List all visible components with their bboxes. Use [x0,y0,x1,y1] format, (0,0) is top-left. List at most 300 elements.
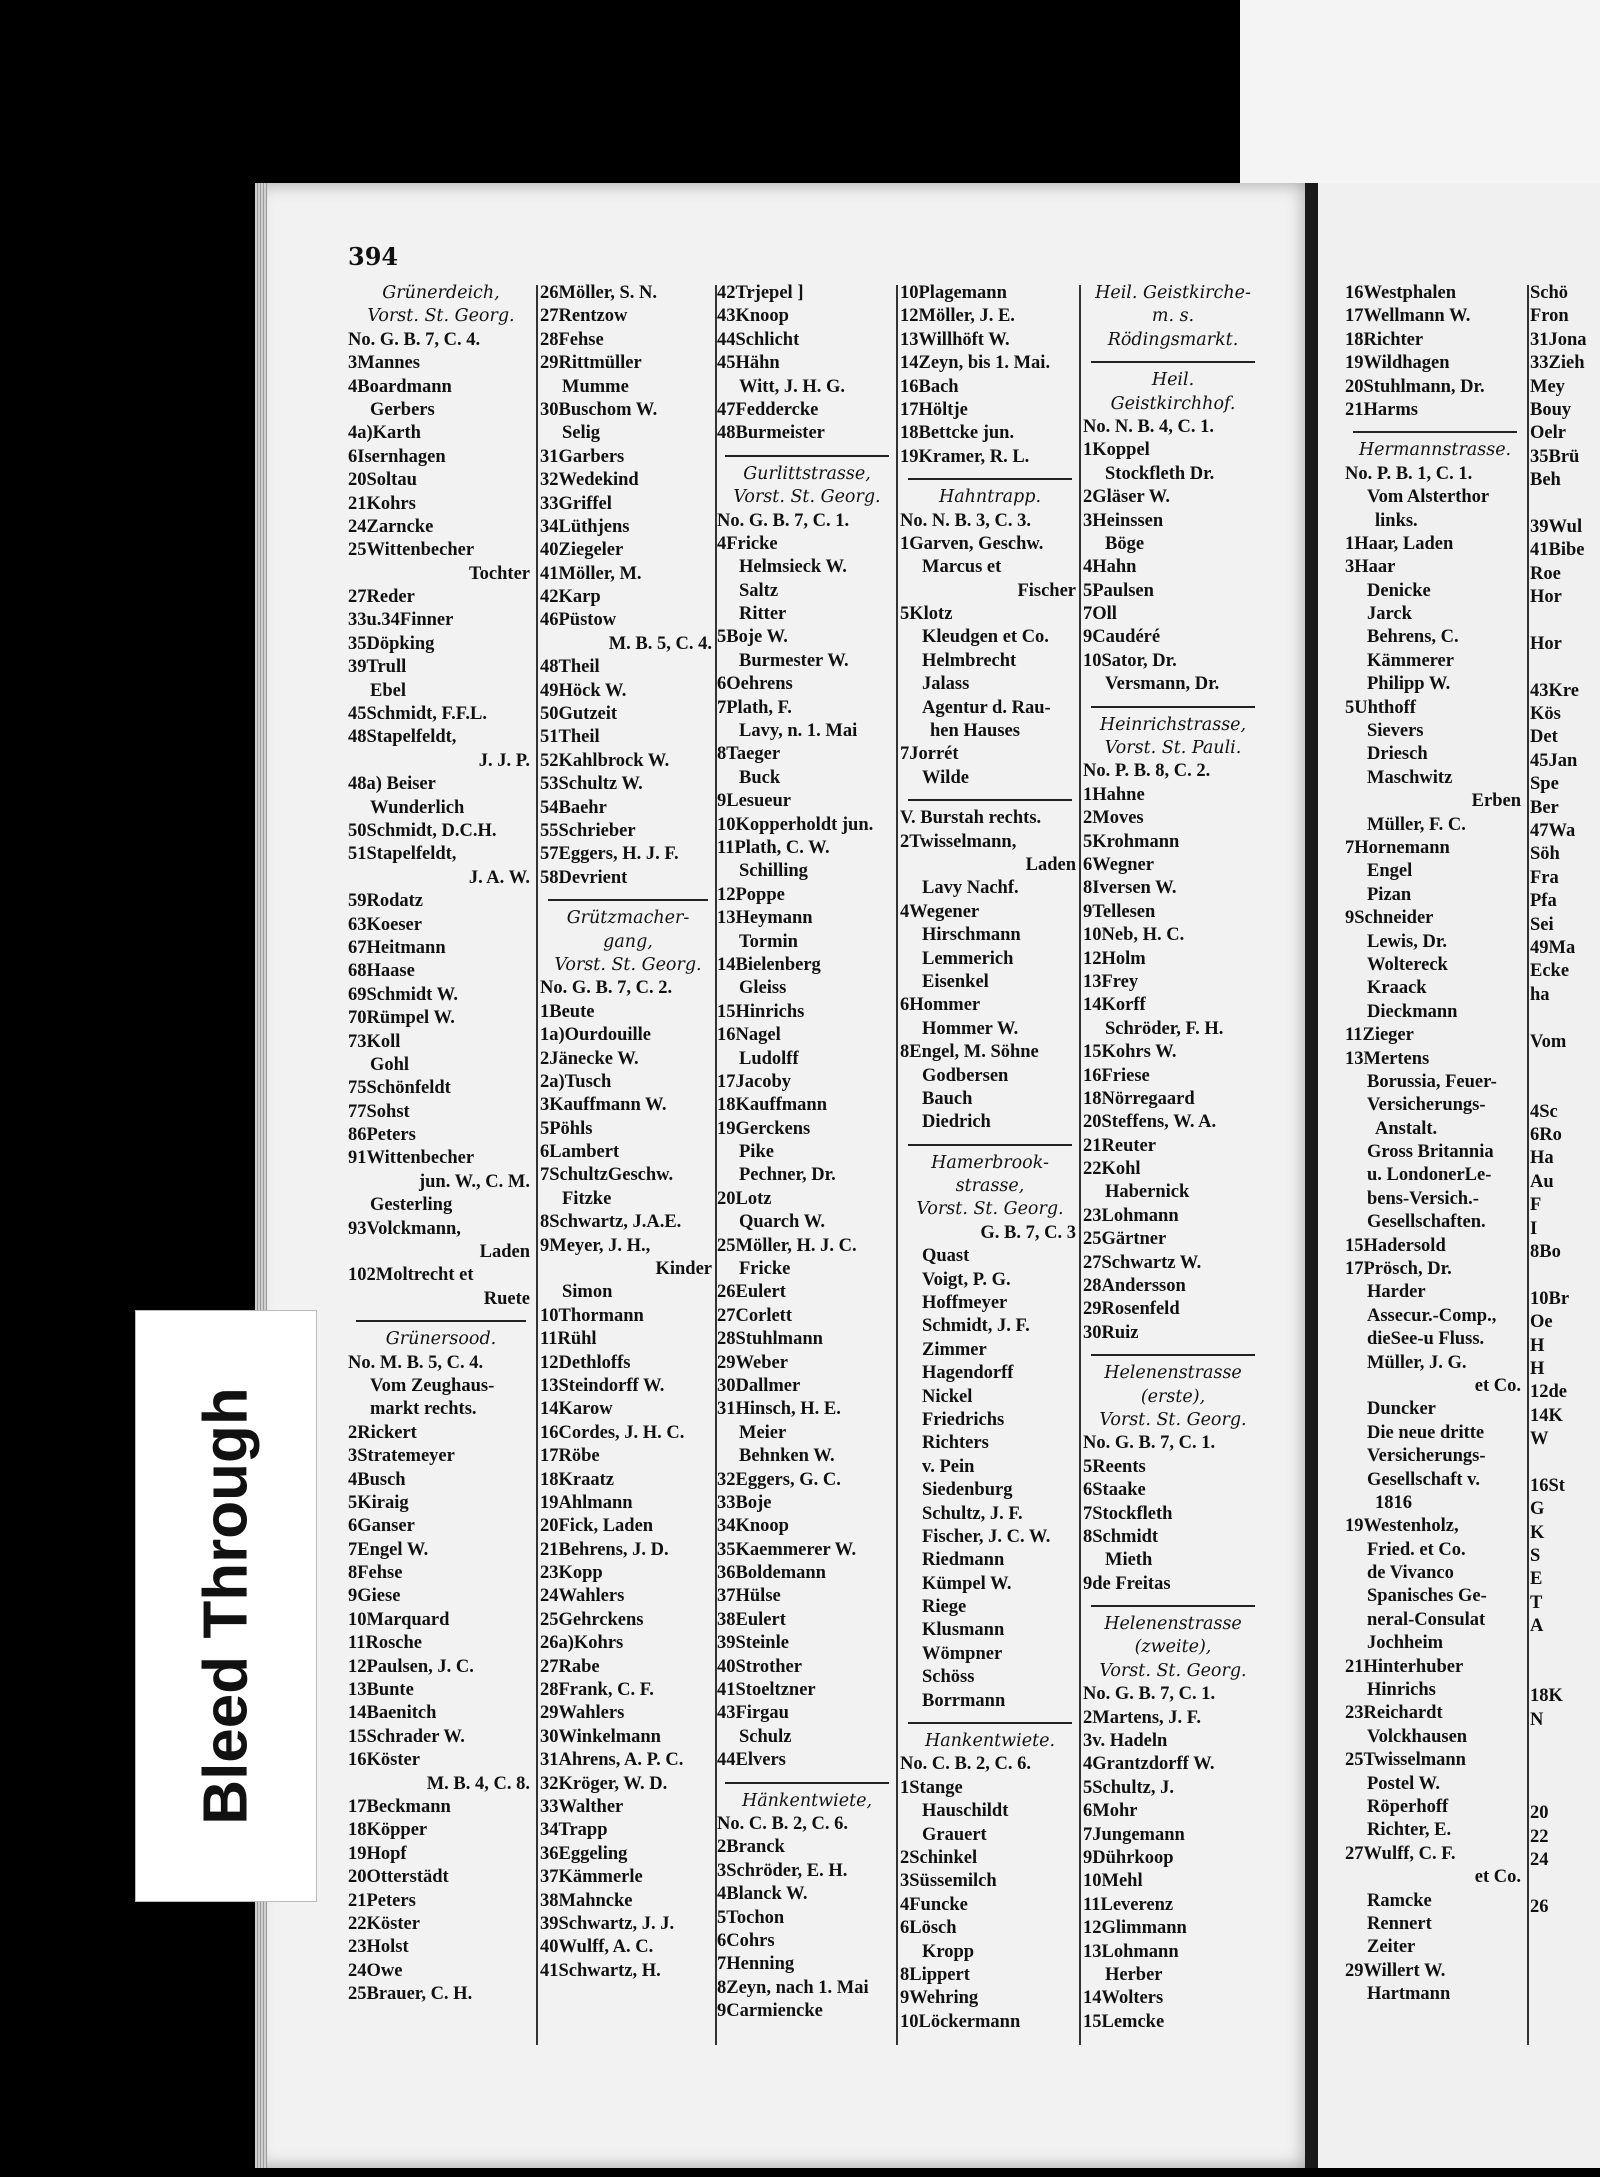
directory-entry: Sievers [1367,721,1424,742]
street-heading: Vorst. St. Pauli. [1104,738,1242,759]
street-heading: strasse, [955,1176,1025,1197]
directory-entry: Kleudgen et Co. [922,627,1049,648]
directory-entry: Behnken W. [739,1446,835,1467]
directory-entry: 18Nörregaard [1083,1088,1195,1109]
directory-entry: 50Schmidt, D.C.H. [348,820,497,841]
directory-entry: Pike [739,1142,774,1163]
directory-entry: 7Plath, F. [717,697,792,718]
directory-entry: 2Jänecke W. [540,1048,639,1069]
directory-entry: 9Carmiencke [717,2001,823,2022]
directory-entry: I [1530,1218,1538,1239]
street-heading: Vorst. St. Georg. [916,1199,1064,1220]
directory-entry: 6Oehrens [717,674,793,695]
directory-entry: Au [1530,1171,1554,1192]
street-heading: Vorst. St. Georg. [367,306,515,327]
directory-entry: 12Paulsen, J. C. [348,1656,474,1677]
directory-entry: 14Wolters [1083,1988,1164,2009]
section-divider [1353,431,1517,433]
directory-entry: 21Behrens, J. D. [540,1539,669,1560]
directory-entry: 12Poppe [717,884,785,905]
directory-entry: Schö [1530,283,1569,303]
directory-entry: 18Kraatz [540,1469,614,1490]
directory-entry: 1Haar, Laden [1345,533,1454,554]
directory-entry: 1Stange [900,1777,963,1798]
directory-entry: Lavy, n. 1. Mai [739,721,858,742]
directory-entry: 27Schwartz W. [1083,1252,1202,1273]
directory-entry: 9Lesueur [717,791,791,812]
directory-entry: Stockfleth Dr. [1105,463,1215,484]
directory-entry: Oe [1530,1312,1553,1333]
directory-entry: 9Caudéré [1083,627,1161,648]
directory-entry: 4Busch [348,1469,406,1490]
directory-entry: 47Wa [1530,820,1576,841]
directory-entry: 4Wegener [900,901,980,922]
directory-entry: Versicherungs- [1367,1095,1486,1116]
directory-entry: Voigt, P. G. [922,1269,1011,1290]
directory-entry: S [1530,1546,1541,1567]
directory-entry [1530,609,1600,632]
directory-entry: Spanisches Ge- [1367,1586,1487,1607]
directory-entry: 2Martens, J. F. [1083,1707,1202,1728]
directory-entry: 7Hornemann [1345,837,1450,858]
directory-entry: E [1530,1569,1543,1590]
directory-entry: 32Wedekind [540,470,639,491]
directory-entry: 10Br [1530,1288,1570,1309]
directory-entry: Det [1530,727,1558,748]
directory-entry: Schröder, F. H. [1105,1018,1224,1039]
directory-entry: No. G. B. 7, C. 1. [717,510,850,531]
directory-entry: 43Kre [1530,680,1579,701]
directory-entry: 12de [1530,1382,1567,1403]
directory-entry: Schultz, J. F. [922,1503,1023,1524]
directory-entry: Gohl [370,1054,410,1075]
directory-entry: Hinrichs [1367,1680,1436,1701]
directory-entry: Mey [1530,376,1565,397]
directory-entry: 28Stuhlmann [717,1329,823,1350]
directory-entry: 16Friese [1083,1065,1150,1086]
directory-entry: 1Hahne [1083,784,1145,805]
directory-entry: Ritter [739,604,787,625]
directory-entry: 29Weber [717,1352,788,1373]
directory-entry: 51Stapelfeldt, [348,844,457,865]
street-heading: Gurlittstrasse, [743,463,871,484]
directory-entry: 48Burmeister [717,423,825,444]
directory-entry: Kämmerer [1367,650,1454,671]
directory-entry: 23Reichardt [1345,1703,1443,1724]
directory-entry: No. G. B. 7, C. 1. [1083,1684,1216,1705]
directory-entry: 35Kaemmerer W. [717,1539,857,1560]
directory-entry: Herber [1105,1964,1163,1985]
directory-entry: 33Walther [540,1797,624,1817]
bleed-through-text: Bleed Through [191,1387,261,1825]
directory-entry: Die neue dritte [1367,1422,1485,1443]
directory-entry: Schulz [739,1726,792,1747]
directory-entry [1530,1077,1600,1100]
directory-entry: 43Firgau [717,1703,789,1724]
street-heading: Hänkentwiete, [741,1790,873,1811]
street-heading: Vorst. St. Georg. [733,487,881,508]
directory-entry: 24 [1530,1850,1549,1871]
street-heading: m. s. [1151,306,1195,327]
street-heading: Vorst. St. Georg. [554,954,702,975]
directory-entry: 10Plagemann [900,283,1007,303]
directory-entry: 21Peters [348,1890,416,1911]
directory-entry: 33Zieh [1530,353,1585,374]
directory-entry: 41Bibe [1530,540,1585,561]
directory-entry: Eisenkel [922,971,989,992]
directory-entry: 8Taeger [717,744,781,765]
directory-entry: 16Bach [900,376,959,397]
directory-entry: 32Kröger, W. D. [540,1773,668,1794]
directory-entry: M. B. 5, C. 4. [608,633,712,654]
directory-entry: 12Möller, J. E. [900,306,1015,327]
directory-entry: 19Gerckens [717,1118,811,1139]
directory-entry: Hommer W. [922,1018,1019,1039]
directory-entry: Ecke [1530,961,1570,982]
directory-entry: 4Fricke [717,533,778,554]
directory-entry: Kinder [655,1259,712,1280]
directory-entry: Driesch [1367,744,1428,765]
directory-entry: Volckhausen [1367,1726,1468,1747]
directory-entry: 75Schönfeldt [348,1078,451,1099]
directory-entry: 45Jan [1530,750,1578,771]
directory-entry: 22Kohl [1083,1159,1141,1180]
directory-entry: 6Ro [1530,1125,1562,1146]
directory-entry: 47Feddercke [717,399,819,420]
directory-entry: 10Löckermann [900,2011,1021,2032]
directory-entry: 24Zarncke [348,516,434,537]
directory-entry: A [1530,1616,1544,1637]
directory-entry: Müller, F. C. [1367,814,1466,835]
directory-entry: 16Cordes, J. H. C. [540,1422,685,1443]
directory-entry: 69Schmidt W. [348,984,459,1005]
directory-entry: Hor [1530,587,1562,608]
directory-entry: 48Theil [540,657,600,678]
directory-entry: 10Mehl [1083,1871,1143,1892]
directory-entry: 31Hinsch, H. E. [717,1399,841,1420]
directory-entry: K [1530,1522,1545,1543]
directory-entry: Helmsieck W. [739,557,847,578]
directory-entry: Fischer, J. C. W. [922,1526,1051,1547]
directory-entry: 42Trjepel ] [717,283,804,303]
directory-entry: Grauert [922,1824,987,1845]
directory-entry: Quast [922,1246,970,1267]
directory-entry: Denicke [1367,580,1431,601]
directory-entry: 19Hopf [348,1843,407,1864]
directory-entry: et Co. [1474,1867,1521,1888]
directory-entry: 9Schneider [1345,908,1434,929]
street-heading: Rödingsmarkt. [1107,329,1239,350]
directory-entry: 9Tellesen [1083,901,1156,922]
directory-entry [1530,1639,1600,1662]
directory-entry: Sei [1530,914,1554,935]
directory-entry: 17Beckmann [348,1797,451,1817]
directory-entry: 3Schröder, E. H. [717,1860,848,1881]
directory-entry: Fron [1530,306,1569,327]
directory-entry: Kraack [1367,978,1427,999]
directory-entry: 17Höltje [900,399,968,420]
directory-entry: Friedrichs [922,1409,1005,1430]
directory-entry: 9Meyer, J. H., [540,1235,651,1256]
directory-entry: Tochter [469,563,530,584]
directory-entry: 1Garven, Geschw. [900,533,1044,554]
directory-entry: 21Reuter [1083,1135,1156,1156]
directory-entry: 4Boardmann [348,376,452,397]
directory-entry: Spe [1530,774,1559,795]
directory-entry: W [1530,1429,1549,1450]
page-number: 394 [348,242,399,271]
directory-entry: Gross Britannia [1367,1142,1494,1163]
directory-entry: 41Möller, M. [540,563,642,584]
directory-entry: 39Trull [348,657,407,678]
street-heading: Grützmacher- [566,908,690,929]
directory-entry: J. J. P. [478,750,530,771]
directory-entry: Klusmann [922,1620,1005,1641]
directory-entry: links. [1375,510,1418,531]
directory-entry: Laden [479,1242,530,1263]
section-divider [1091,706,1255,708]
directory-entry: Ha [1530,1148,1554,1169]
directory-entry: Ber [1530,797,1559,818]
directory-entry: 2Schinkel [900,1848,978,1868]
directory-entry: Vom [1530,1031,1567,1052]
directory-entry: Fitzke [562,1188,612,1209]
directory-entry: 11Rosche [348,1633,422,1654]
directory-entry: 2Branck [717,1837,785,1858]
directory-entry: 13Willhöft W. [900,329,1010,350]
street-heading: Hankentwiete. [924,1731,1056,1752]
directory-entry: Bauch [922,1088,973,1109]
directory-entry: G. B. 7, C. 3 [980,1222,1076,1243]
directory-entry: Schmidt, J. F. [922,1316,1030,1337]
directory-entry: Richters [922,1433,989,1454]
directory-entry: Fried. et Co. [1367,1539,1466,1560]
directory-entry: 29Rosenfeld [1083,1299,1180,1320]
directory-entry: 13Frey [1083,971,1139,992]
street-heading: Heinrichstrasse, [1099,714,1247,735]
street-heading: Geistkirchhof. [1110,393,1236,414]
directory-entry: 11Zieger [1345,1025,1414,1046]
directory-entry: 70Rümpel W. [348,1008,455,1029]
directory-entry: 9de Freitas [1083,1573,1171,1594]
directory-entry: 35Brü [1530,446,1580,467]
street-heading: Vorst. St. Georg. [1099,1660,1247,1681]
directory-entry: 22Köster [348,1913,420,1934]
directory-entry: 46Püstow [540,610,617,631]
directory-entry [1530,656,1600,679]
directory-entry: 14Karow [540,1399,613,1420]
directory-entry: Schöss [922,1667,975,1688]
directory-entry: 8Lippert [900,1964,970,1985]
directory-entry: u. LondonerLe- [1367,1165,1492,1186]
directory-entry: 49Höck W. [540,680,627,701]
directory-entry: markt rechts. [370,1399,477,1420]
directory-entry: dieSee-u Fluss. [1367,1329,1485,1350]
street-heading: Heil. Geistkirche- [1095,283,1251,303]
directory-entry: 15Hinrichs [717,1001,805,1022]
directory-entry: 20Otterstädt [348,1867,449,1888]
directory-entry: Gleiss [739,978,787,999]
directory-entry: 14Zeyn, bis 1. Mai. [900,353,1051,374]
directory-entry [1530,1662,1600,1685]
directory-entry: 21Kohrs [348,493,416,514]
directory-entry: 67Heitmann [348,937,446,958]
directory-entry: 19Kramer, R. L. [900,446,1030,467]
directory-entry: 2a)Tusch [540,1071,612,1092]
directory-entry: 33u.34Finner [348,610,454,631]
directory-entry: Helmbrecht [922,650,1017,671]
directory-entry: 20Steffens, W. A. [1083,1112,1217,1133]
directory-entry: hen Hauses [930,721,1020,742]
directory-entry: 55Schrieber [540,820,636,841]
directory-entry: 48Stapelfeldt, [348,727,457,748]
directory-entry [1530,1732,1600,1755]
directory-entry: 18Köpper [348,1820,428,1841]
directory-entry: 5Kiraig [348,1492,409,1513]
directory-entry: 41Stoeltzner [717,1680,816,1701]
directory-entry: 11Rühl [540,1329,597,1350]
directory-column-6 [1345,282,1525,2007]
directory-entry: 30Dallmer [717,1375,801,1396]
directory-entry: 18Kauffmann [717,1095,827,1116]
directory-entry: 4Funcke [900,1894,968,1915]
directory-entry: 17Jacoby [717,1071,791,1092]
directory-entry: 20 [1530,1803,1549,1824]
directory-entry: 29Wahlers [540,1703,625,1724]
directory-entry: Duncker [1367,1399,1436,1420]
directory-entry: 20Lotz [717,1188,772,1209]
directory-entry: 9Wehring [900,1988,979,2009]
directory-entry: N [1530,1709,1544,1730]
directory-entry: 3Stratemeyer [348,1446,455,1467]
directory-entry: 27Wulff, C. F. [1345,1843,1456,1864]
directory-entry: Godbersen [922,1065,1009,1086]
section-divider [548,899,708,901]
directory-entry [1530,1873,1600,1896]
directory-entry: 10Sator, Dr. [1083,650,1177,671]
directory-column-1 [348,282,534,2007]
directory-entry: 26Eulert [717,1282,786,1303]
directory-entry: Ebel [370,680,406,701]
directory-entry: Röperhoff [1367,1797,1449,1817]
directory-entry: Hagendorff [922,1363,1014,1384]
directory-entry: 13Steindorff W. [540,1375,665,1396]
directory-entry: 51Theil [540,727,600,748]
directory-entry: 8Engel, M. Söhne [900,1042,1039,1063]
directory-entry: 8Bo [1530,1242,1561,1263]
directory-entry: 7Engel W. [348,1539,429,1560]
directory-entry: 27Corlett [717,1305,792,1326]
directory-entry: 6Hommer [900,995,981,1016]
directory-entry: 6Cohrs [717,1930,775,1951]
directory-entry: 34Knoop [717,1516,789,1537]
directory-entry: Kös [1530,704,1561,725]
book-gutter [1305,183,1318,2168]
street-heading: (erste), [1140,1386,1206,1407]
directory-entry: Hoffmeyer [922,1293,1008,1314]
directory-entry: 7Jungemann [1083,1824,1185,1845]
section-divider [1091,1605,1255,1607]
directory-entry: 31Ahrens, A. P. C. [540,1750,684,1771]
directory-entry: 31Garbers [540,446,625,467]
directory-entry: 28Fehse [540,329,604,350]
directory-entry: Mieth [1105,1550,1153,1571]
directory-entry: 8Schwartz, J.A.E. [540,1212,682,1233]
directory-entry: 8Zeyn, nach 1. Mai [717,1977,869,1998]
directory-entry: 36Eggeling [540,1843,628,1864]
street-heading: Helenenstrasse [1104,1614,1242,1635]
directory-entry: No. G. B. 7, C. 4. [348,329,481,350]
directory-entry: 30Winkelmann [540,1726,661,1747]
directory-entry: 12Holm [1083,948,1146,969]
directory-entry: 27Rabe [540,1656,600,1677]
directory-entry: Kropp [922,1941,975,1962]
directory-entry: 37Hülse [717,1586,781,1607]
directory-entry: Schilling [739,861,808,882]
street-heading: Vorst. St. Georg. [1099,1409,1247,1430]
directory-entry: H [1530,1358,1545,1379]
directory-entry: 40Strother [717,1656,802,1677]
directory-entry [1530,1264,1600,1287]
street-heading: Grünersood. [385,1329,497,1350]
directory-entry: 7Jorrét [900,744,959,765]
directory-entry [1530,493,1600,516]
directory-entry: 4Grantzdorff W. [1083,1754,1215,1775]
directory-entry: 44Elvers [717,1750,786,1771]
directory-entry: 5Tochon [717,1907,785,1928]
directory-entry: G [1530,1499,1545,1520]
directory-entry: 15Schrader W. [348,1726,465,1747]
directory-entry: 6Isernhagen [348,446,446,467]
directory-entry: 3Heinssen [1083,510,1164,531]
directory-entry: 6Ganser [348,1516,415,1537]
directory-entry: Fischer [1017,580,1076,601]
directory-entry: Borussia, Feuer- [1367,1071,1497,1092]
directory-entry: Versmann, Dr. [1105,674,1220,695]
directory-entry: 5Reents [1083,1456,1146,1477]
directory-entry: 39Schwartz, J. J. [540,1913,675,1934]
directory-entry: 3Mannes [348,353,420,374]
directory-entry: Lavy Nachf. [922,878,1019,899]
directory-entry: Selig [562,423,601,444]
directory-entry: Hirschmann [922,925,1021,946]
directory-entry: 1816 [1375,1492,1412,1513]
directory-entry: 10Thormann [540,1305,644,1326]
directory-entry: Habernick [1105,1182,1190,1203]
directory-entry: Richter, E. [1367,1820,1452,1841]
directory-entry: 54Baehr [540,797,607,818]
directory-entry: 33Boje [717,1492,772,1513]
directory-entry [1530,1452,1600,1475]
directory-entry: 73Koll [348,1031,401,1052]
directory-entry: 21Hinterhuber [1345,1656,1464,1677]
directory-entry: Zimmer [922,1339,987,1360]
directory-entry: 15Lemcke [1083,2011,1165,2032]
directory-entry: Beh [1530,470,1561,491]
directory-entry: v. Pein [922,1456,975,1477]
directory-entry: 30Ruiz [1083,1322,1139,1343]
directory-entry: 15Kohrs W. [1083,1042,1177,1063]
directory-entry: Riedmann [922,1550,1005,1571]
directory-entry: Postel W. [1367,1773,1440,1794]
directory-entry: 3Haar [1345,557,1396,578]
directory-entry: Marcus et [922,557,1002,578]
directory-entry: 22 [1530,1826,1549,1847]
directory-entry: 4Sc [1530,1101,1558,1122]
directory-entry: 26 [1530,1896,1549,1917]
directory-entry: 49Ma [1530,937,1576,958]
directory-entry: 14Baenitch [348,1703,437,1724]
